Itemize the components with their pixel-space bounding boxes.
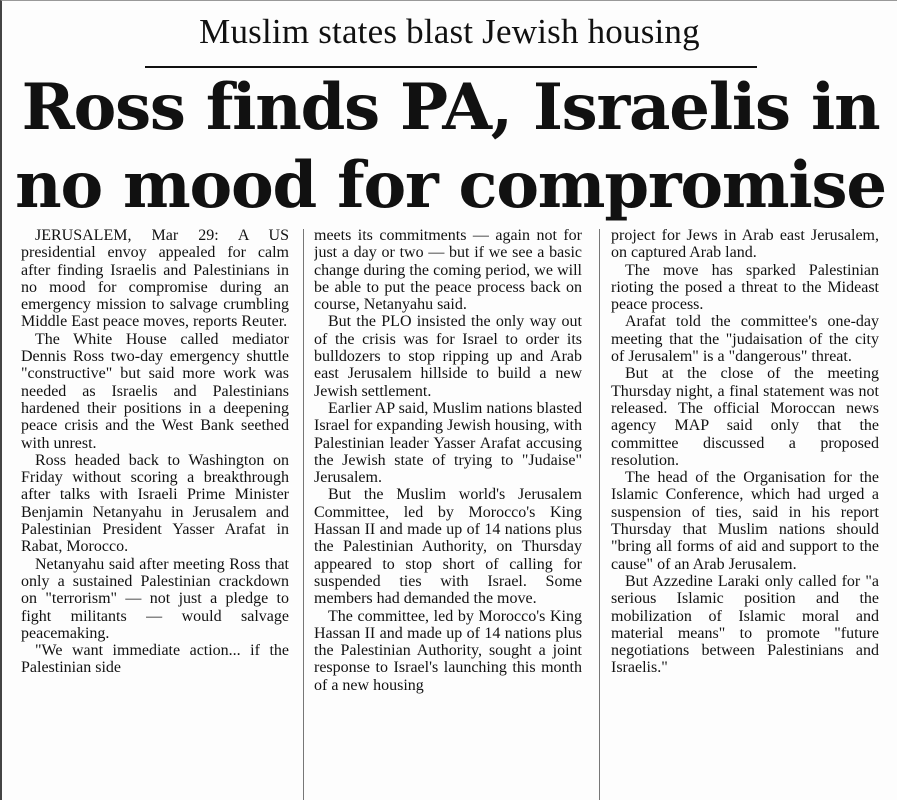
kicker-headline: Muslim states blast Jewish housing — [199, 12, 700, 51]
headline-line-1: Ross finds PA, Israelis in — [21, 70, 880, 145]
article-column-2 — [314, 227, 582, 800]
paragraph: meets its commitments — again not for just a day or two — but if we see a basic change during the coming period, we will be able to put the peace process back on course, Netanyahu said. — [314, 227, 582, 314]
paragraph: The head of the Organisation for the Islamic Conference, which had urged a suspension of ties, said in his report Thursday that Muslim nations should "bring all forms of aid and support to the cause" of an Arab Jerusalem. — [611, 469, 879, 573]
paragraph: Ross headed back to Washington on Friday without scoring a breakthrough after talks with Israeli Prime Minister Benjamin Netanyahu in Jerusalem and Palestinian President Yasser Arafat in Rabat, Morocco. — [21, 451, 289, 556]
column-divider — [599, 229, 600, 800]
paragraph: "We want immediate action... if the Palestinian side — [21, 642, 289, 677]
paragraph: The committee, led by Morocco's King Hassan II and made up of 14 nations plus the Palestinian Authority, sought a joint response to Israel's launching this month of a new housing — [314, 607, 582, 694]
paragraph: But at the close of the meeting Thursday night, a final statement was not released. The official Moroccan news agency MAP said only that the committee discussed a proposed resolution. — [611, 365, 879, 469]
main-headline — [2, 69, 897, 225]
paragraph: But the Muslim world's Jerusalem Committee, led by Morocco's King Hassan II and made up of 14 nations plus the Palestinian Authority, on Thursday appeared to stop short of calling for suspended ties with Israel. Some members had demanded the move. — [314, 486, 582, 608]
paragraph: project for Jews in Arab east Jerusalem, on captured Arab land. — [611, 227, 879, 262]
headline-line-2: no mood for compromise — [15, 148, 886, 223]
paragraph: But the PLO insisted the only way out of the crisis was for Israel to order its bulldozers to stop ripping up and Arab east Jerusalem hillside to build a new Jewish settlement. — [314, 313, 582, 400]
paragraph: The move has sparked Palestinian rioting the posed a threat to the Mideast peace process. — [611, 261, 879, 314]
paragraph: JERUSALEM, Mar 29: A US presidential envoy appealed for calm after finding Israelis and Palestinians in no mood for compromise during an emergency mission to salvage crumbling Middle East peace moves, reports Reuter. — [21, 227, 289, 331]
column-divider — [303, 229, 304, 800]
article-column-3 — [611, 227, 879, 800]
article-column-1 — [21, 227, 289, 800]
paragraph: But Azzedine Laraki only called for "a serious Islamic position and the mobilization of Islamic moral and material means" to promote "future negotiations between Palestinians and Israelis." — [611, 572, 879, 677]
kicker-underline — [145, 66, 757, 68]
paragraph: Arafat told the committee's one-day meeting that the "judaisation of the city of Jerusalem" is a "dangerous" threat. — [611, 313, 879, 366]
paragraph: Netanyahu said after meeting Ross that only a sustained Palestinian crackdown on "terrorism" — not just a pledge to fight militants — would salvage peacemaking. — [21, 555, 289, 642]
paragraph: The White House called mediator Dennis Ross two-day emergency shuttle "constructive" but said more work was needed as Israelis and Palestinians hardened their positions in a deepening peace crisis and the West Bank seethed with unrest. — [21, 330, 289, 452]
paragraph: Earlier AP said, Muslim nations blasted Israel for expanding Jewish housing, with Palestinian leader Yasser Arafat accusing the Jewish state of trying to "Judaise" Jerusalem. — [314, 399, 582, 487]
